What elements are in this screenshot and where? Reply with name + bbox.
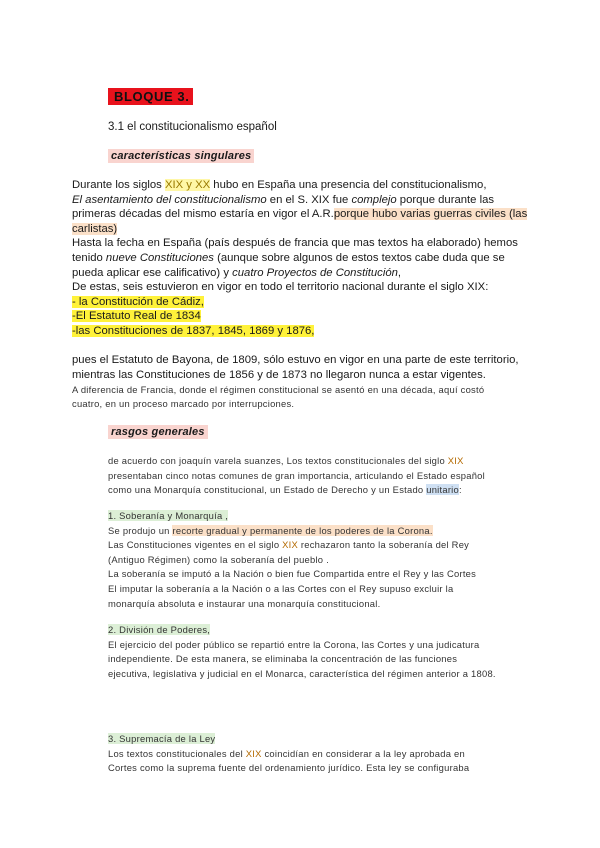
text-line: ejecutiva, legislativa y judicial en el Monarca, característica del régimen anterior a 1808.: [108, 667, 496, 679]
text-span: porque durante las: [396, 193, 495, 206]
highlight-unitario: unitario: [426, 484, 459, 496]
text-line: [108, 454, 528, 469]
text-span: Durante los siglos: [72, 179, 165, 191]
text-line: cuatro, en un proceso marcado por interrupciones.: [72, 398, 295, 410]
text-span: Se produjo un: [108, 524, 173, 536]
text-line: [108, 538, 528, 553]
highlight-constitution: - la Constitución de Cádiz,: [72, 295, 204, 308]
text-span: hubo en España una presencia del constitucionalismo,: [210, 179, 487, 191]
text-span: :: [458, 484, 462, 496]
block-title: BLOQUE 3.: [108, 88, 193, 105]
italic-span: cuatro Proyectos de Constitución: [232, 266, 398, 279]
text-line: [108, 732, 528, 747]
text-span: tenido: [72, 251, 106, 264]
highlight-civil-wars: porque hubo varias guerras civiles (las: [333, 208, 528, 221]
text-line: A diferencia de Francia, donde el régimen constitucional se asentó en una década, aquí costó: [72, 384, 485, 395]
text-line: La soberanía se imputó a la Nación o bien fue Compartida entre el Rey y las Cortes: [108, 568, 477, 580]
highlight-centuries: XIX y XX: [164, 179, 211, 191]
italic-span: El asentamiento del constitucionalismo: [72, 193, 267, 206]
text-line: [108, 623, 528, 638]
list-item: [72, 295, 532, 310]
text-line: [108, 747, 528, 762]
text-line: [72, 193, 532, 208]
text-span: de acuerdo con joaquín varela suanzes, Los textos constitucionales del siglo: [108, 455, 448, 466]
highlight-constitution: -El Estatuto Real de 1834: [72, 310, 201, 323]
century-span: XIX: [447, 455, 464, 466]
subheading-general-features: rasgos generales: [108, 425, 208, 439]
text-span: coincidían en considerar a la ley aprobada en: [261, 747, 465, 759]
text-line: [108, 509, 528, 524]
note-france: [72, 383, 484, 412]
text-line: El imputar la soberanía a la Nación o a las Cortes con el Rey supuso excluir la: [108, 582, 454, 594]
text-line: De estas, seis estuvieron en vigor en todo el territorio nacional durante el siglo XIX:: [72, 281, 489, 294]
text-line: El ejercicio del poder público se repartió entre la Corona, las Cortes y una judicatura: [108, 638, 480, 650]
text-span: ,: [397, 266, 402, 279]
heading-division-powers: 2. División de Poderes,: [108, 624, 211, 635]
text-span: pueda aplicar ese calificativo) y: [72, 266, 233, 279]
text-line: Hasta la fecha en España (país después de francia que mas textos ha elaborado) hemos: [72, 237, 518, 250]
text-line: pues el Estatuto de Bayona, de 1809, sólo estuvo en vigor en una parte de este territorio,: [72, 354, 519, 366]
century-span: XIX: [245, 747, 262, 759]
heading-law-supremacy: 3. Supremacía de la Ley: [108, 733, 216, 744]
text-span: primeras décadas del mismo estaría en vigor el A.R.: [72, 208, 334, 221]
text-line: [72, 251, 532, 266]
text-line: [72, 178, 532, 193]
century-span: XIX: [282, 539, 299, 551]
text-line: [72, 222, 532, 237]
highlight-crown: recorte gradual y permanente de los poderes de la Corona.: [172, 524, 433, 536]
text-line: (Antiguo Régimen) como la soberanía del pueblo .: [108, 553, 329, 565]
text-line: [108, 483, 528, 498]
text-line: mientras las Constituciones de 1856 y de 1873 no llegaron nunca a estar vigentes.: [72, 368, 486, 381]
highlight-constitution: -las Constituciones de 1837, 1845, 1869 y 1876,: [72, 324, 315, 337]
section-sovereignty: [108, 509, 528, 611]
paragraph-bayona: [72, 353, 532, 382]
text-span: Los textos constitucionales del: [108, 747, 246, 759]
text-line: [72, 266, 532, 281]
text-line: Cortes como la suprema fuente del ordenamiento jurídico. Esta ley se configuraba: [108, 762, 470, 774]
text-line: monarquía absoluta e instaurar una monarquía constitucional.: [108, 597, 381, 609]
text-span: (aunque sobre algunos de estos textos cabe duda que se: [213, 251, 505, 264]
section-title: 3.1 el constitucionalismo español: [108, 121, 277, 133]
text-line: [108, 524, 528, 539]
text-line: [72, 207, 532, 222]
text-line: independiente. De esta manera, se eliminaba la concentración de las funciones: [108, 653, 458, 665]
text-span: Las Constituciones vigentes en el siglo: [108, 539, 283, 551]
list-item: [72, 309, 532, 324]
paragraph-intro-varela: [108, 454, 528, 498]
text-span: como una Monarquía constitucional, un Estado de Derecho y un Estado: [108, 484, 427, 496]
text-span: en el S. XIX fue: [266, 193, 352, 206]
paragraph-constitutionalism: [72, 178, 532, 339]
section-division-powers: [108, 623, 528, 681]
text-line: presentaban cinco notas comunes de gran importancia, articulando el Estado español: [108, 469, 485, 481]
italic-span: complejo: [351, 193, 397, 206]
subheading-characteristics: características singulares: [108, 149, 254, 163]
section-law-supremacy: [108, 732, 528, 776]
list-item: [72, 324, 532, 339]
highlight-civil-wars: carlistas): [72, 222, 118, 235]
text-span: rechazaron tanto la soberanía del Rey: [298, 539, 470, 551]
italic-span: nueve Constituciones: [105, 251, 214, 264]
heading-sovereignty: 1. Soberanía y Monarquía ,: [108, 510, 229, 521]
